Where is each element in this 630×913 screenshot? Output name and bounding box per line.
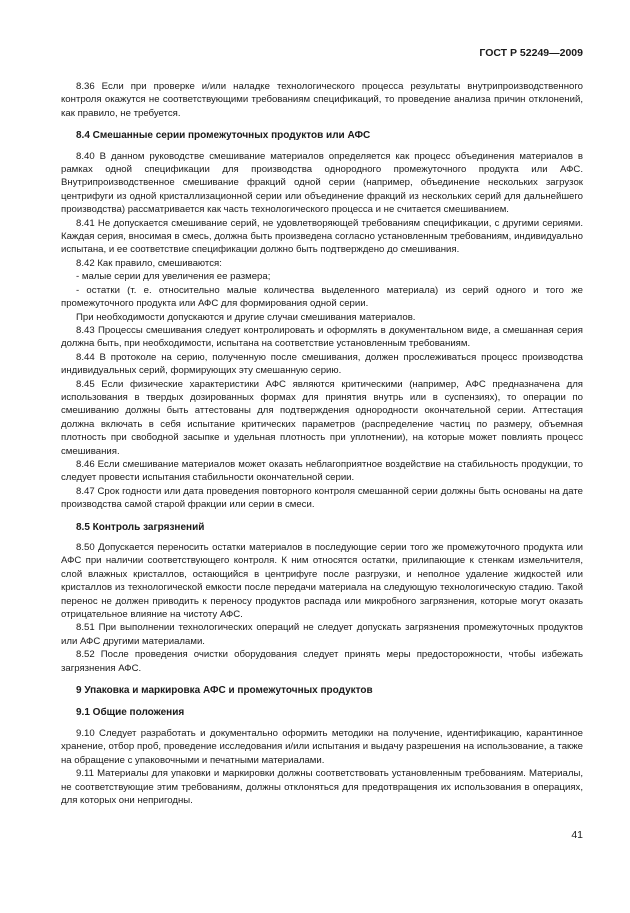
paragraph: 9.11 Материалы для упаковки и маркировки должны соответствовать установленным требованиям. Материалы, не соответствующие этим требованиям, должны отклоняться для предотвращения их использования в операциях, для которых они непригодны. (61, 768, 583, 806)
paragraph: 8.46 Если смешивание материалов может оказать неблагоприятное воздействие на стабильность продукции, то следует провести испытания стабильности окончательной серии. (61, 458, 583, 484)
section-heading: 8.4 Смешанные серии промежуточных продуктов или АФС (76, 130, 371, 142)
paragraph: 8.43 Процессы смешивания следует контролировать и оформлять в документальном виде, а смешанная серия должна быть, при необходимости, испытана на соответствие установленным требованиям. (61, 324, 583, 350)
paragraph: 8.52 После проведения очистки оборудования следует принять меры предосторожности, чтобы избежать загрязнения АФС. (61, 649, 583, 674)
paragraph: 8.41 Не допускается смешивание серий, не удовлетворяющей требованиям спецификации, с другими сериями. Каждая серия, вносимая в смесь, должна быть произведена согласно установленным требованиям, индивидуально испытана, и ее соответствие спецификации должно быть подтверждено до смешивания. (61, 217, 583, 256)
paragraph: 8.36 Если при проверке и/или наладке технологического процесса результаты внутрипроизводственного контроля окажутся не соответствующими требованиям спецификаций, то проведение анализа причин отклонений, как правило, не требуется. (61, 81, 583, 119)
paragraph: 8.51 При выполнении технологических операций не следует допускать загрязнения промежуточных продуктов или АФС другими материалами. (61, 622, 583, 647)
paragraph: 8.42 Как правило, смешиваются: (76, 257, 222, 269)
paragraph: 8.40 В данном руководстве смешивание материалов определяется как процесс объединения материалов в рамках одной спецификации для производства однородного промежуточного продукта или АФС. Внутрипроизводственное смешивание фракций одной серии (например, объединение нескольких загрузок центрифуги из одной кристаллизационной серии или объединение фракций из нескольких серий для дальнейшего производства) рассматривается как часть технологического процесса и не считается смешиванием. (61, 150, 583, 216)
paragraph: 8.50 Допускается переносить остатки материалов в последующие серии того же промежуточного продукта или АФС при наличии соответствующего контроля. К ним относятся остатки, прилипающие к стенкам измельчителя, слой влажных кристаллов, остающийся в центрифуге после разгрузки, и неполное удаление жидкостей или кристаллов из технологической емкости после передачи материала на следующую технологическую стадию. Такой перенос не должен приводить к переносу продуктов распада или микробного загрязнения, которые могут оказать отрицательное влияние на чистоту АФС. (61, 542, 583, 621)
paragraph: 9.10 Следует разработать и документально оформить методики на получение, идентификацию, карантинное хранение, отбор проб, проведение исследования и/или испытания и выдачу разрешения на использование, а также на обращение с упаковочными и печатными материалами. (61, 727, 583, 766)
document-body (61, 80, 583, 807)
paragraph: 8.44 В протоколе на серию, полученную после смешивания, должен прослеживаться процесс производства индивидуальных серий, формирующих эту смешанную серию. (61, 351, 583, 377)
paragraph: 8.47 Срок годности или дата проведения повторного контроля смешанной серии должны быть основаны на дате производства самой старой фракции или серии в смеси. (61, 485, 583, 511)
paragraph: - остатки (т. е. относительно малые количества выделенного материала) из серий одного и того же промежуточного продукта или АФС для формирования одной серии. (61, 284, 583, 310)
paragraph: 8.45 Если физические характеристики АФС являются критическими (например, АФС предназначена для использования в твердых дозированных формах для принятия внутрь или в суспензиях), то операции по смешиванию должны быть аттестованы для подтверждения однородности окончательной серии. Аттестация должна включать в себя испытание критических параметров (распределение частиц по размеру, объемная плотность при свободной засыпке и удельная плотность при уплотнении), на которые может повлиять процесс смешивания. (61, 378, 583, 457)
paragraph: - малые серии для увеличения ее размера; (76, 271, 271, 283)
section-heading: 9 Упаковка и маркировка АФС и промежуточных продуктов (76, 685, 373, 697)
section-heading: 9.1 Общие положения (76, 707, 185, 719)
page-header: ГОСТ Р 52249—2009 (479, 47, 583, 59)
paragraph: При необходимости допускаются и другие случаи смешивания материалов. (76, 311, 416, 323)
page-number: 41 (571, 829, 583, 841)
section-heading: 8.5 Контроль загрязнений (76, 521, 205, 533)
